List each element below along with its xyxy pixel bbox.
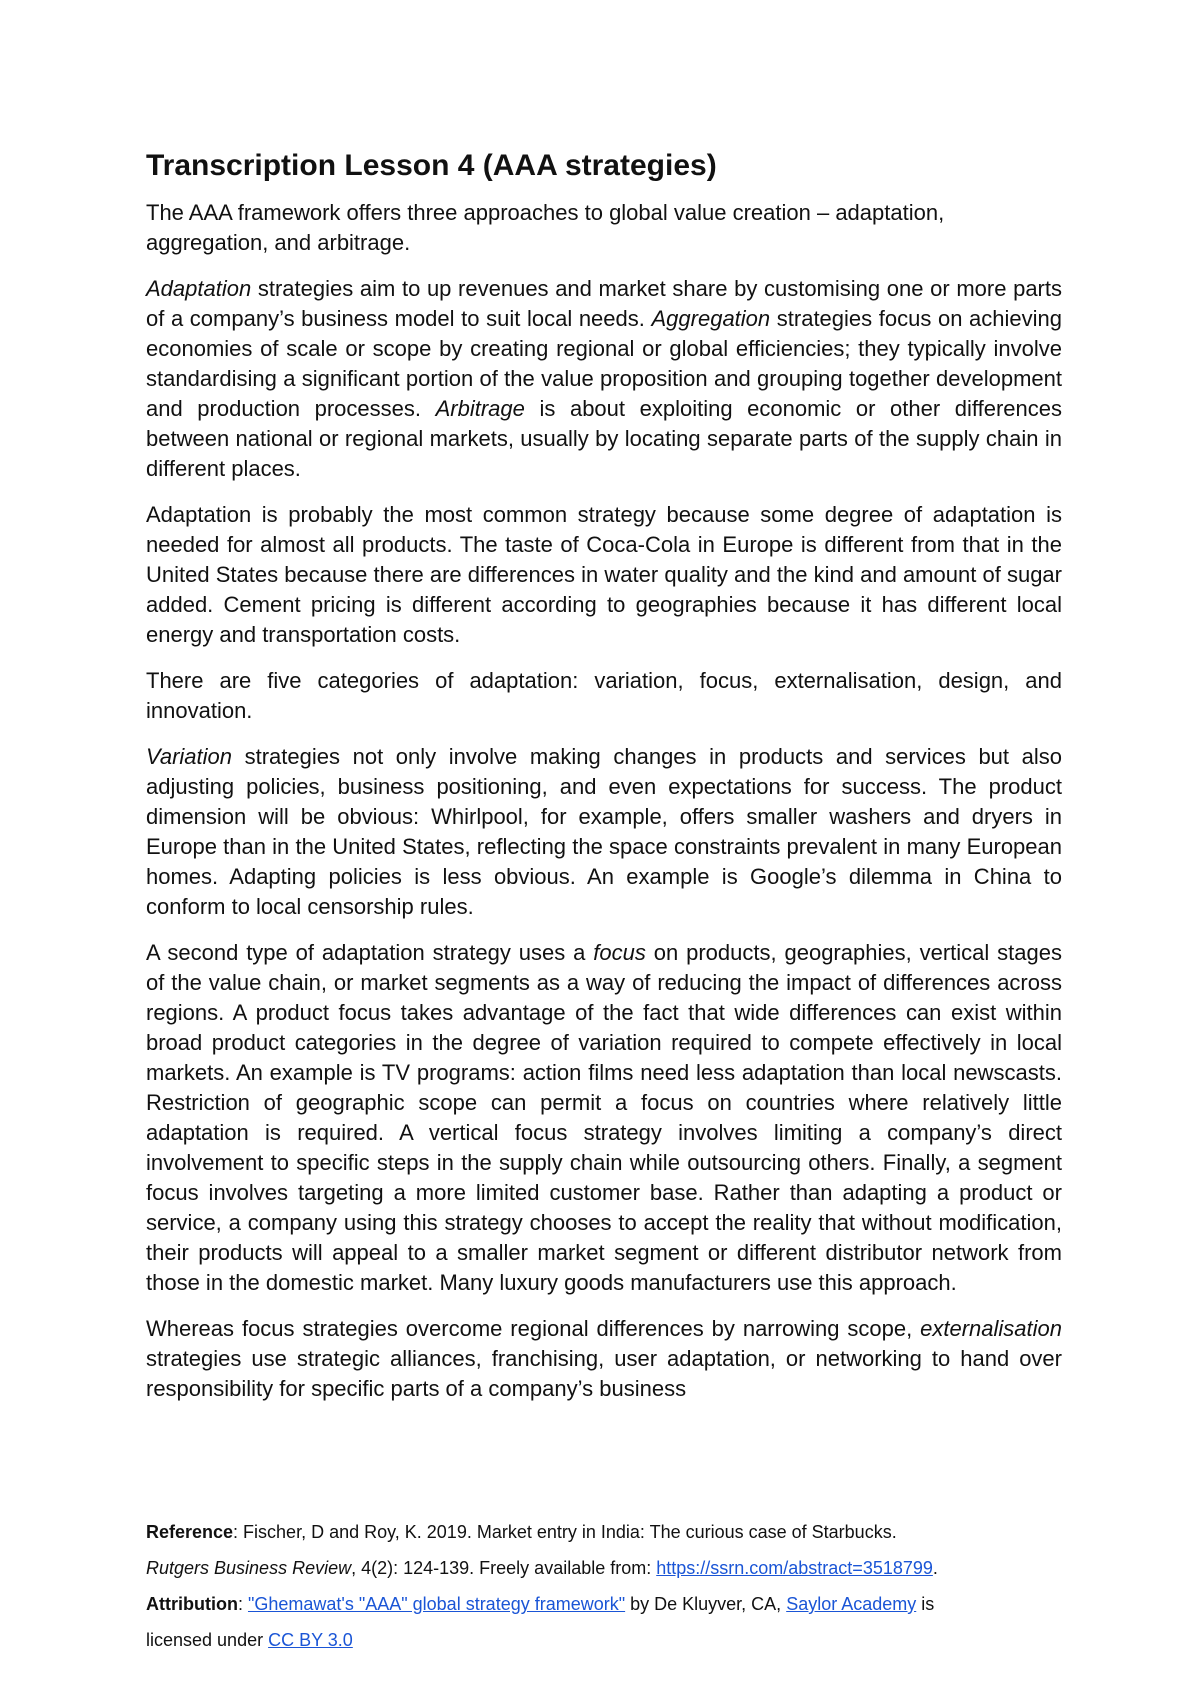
text-span: strategies aim to up revenues and market share by customising one or more parts of a company’s business model to suit local needs. [146, 276, 1062, 331]
term-focus: focus [593, 940, 646, 965]
attribution-line [146, 1586, 1062, 1622]
term-arbitrage: Arbitrage [435, 396, 525, 421]
reference-journal-line [146, 1550, 1062, 1586]
paragraph-categories: There are five categories of adaptation: variation, focus, externalisation, design, and innovation. [146, 668, 1062, 723]
ghemawat-framework-link[interactable]: "Ghemawat's "AAA" global strategy framework" [247, 1594, 626, 1614]
intro-paragraph: The AAA framework offers three approaches to global value creation – adaptation, aggregation, and arbitrage. [146, 200, 945, 255]
text-span: is [916, 1594, 935, 1614]
text-span: A second type of adaptation strategy uses a [146, 940, 594, 965]
page-title: Transcription Lesson 4 (AAA strategies) [146, 149, 717, 182]
text-span: , 4(2): 124-139. Freely available from: [351, 1558, 657, 1578]
term-externalisation: externalisation [920, 1316, 1062, 1341]
text-span: licensed under [146, 1630, 269, 1650]
attribution-label: Attribution [146, 1594, 238, 1614]
term-variation: Variation [146, 744, 233, 769]
paragraph-externalisation [146, 1314, 1062, 1404]
text-span: strategies not only involve making changes in products and services but also adjusting policies, business positioning, and even expectations for success. The product dimension will be obvious: Whirlpool, for example, offers smaller washers and dryers in Europe than in the United States, reflecting the space constraints prevalent in many European homes. Adapting policies is less obvious. An example is Google’s dilemma in China to conform to local censorship rules. [146, 744, 1062, 919]
text-span: by De Kluyver, CA, [625, 1594, 787, 1614]
text-span: strategies focus on achieving economies of scale or scope by creating regional or global efficiencies; they typically involve standardising a significant portion of the value proposition and grouping together development and production processes. [146, 306, 1062, 421]
saylor-academy-link[interactable]: Saylor Academy [786, 1594, 917, 1614]
paragraph-focus [146, 938, 1062, 1298]
reference-line [146, 1514, 1062, 1550]
journal-name: Rutgers Business Review [146, 1558, 352, 1578]
paragraph-variation [146, 742, 1062, 922]
reference-footer [146, 1514, 1062, 1658]
text-span: is about exploiting economic or other differences between national or regional markets, usually by locating separate parts of the supply chain in different places. [146, 396, 1062, 481]
text-span: . [932, 1558, 938, 1578]
text-span: on products, geographies, vertical stages of the value chain, or market segments as a way of reducing the impact of differences across regions. A product focus takes advantage of the fact that wide differences can exist within broad product categories in the degree of variation required to compete effectively in local markets. An example is TV programs: action films need less adaptation than local newscasts. Restriction of geographic scope can permit a focus on countries where relatively little adaptation is required. A vertical focus strategy involves limiting a company’s direct involvement to specific steps in the supply chain while outsourcing others. Finally, a segment focus involves targeting a more limited customer base. Rather than adapting a product or service, a company using this strategy chooses to accept the reality that without modification, their products will appeal to a smaller market segment or different distributor network from those in the domestic market. Many luxury goods manufacturers use this approach. [146, 940, 1062, 1295]
text-span: strategies use strategic alliances, franchising, user adaptation, or networking to hand over responsibility for specific parts of a company’s business [146, 1346, 1062, 1401]
ssrn-link[interactable]: https://ssrn.com/abstract=3518799 [656, 1558, 933, 1578]
reference-label: Reference [146, 1522, 234, 1542]
document-body [146, 146, 1062, 1420]
license-line [146, 1622, 1062, 1658]
paragraph-adaptation-common: Adaptation is probably the most common strategy because some degree of adaptation is needed for almost all products. The taste of Coca-Cola in Europe is different from that in the United States because there are differences in water quality and the kind and amount of sugar added. Cement pricing is different according to geographies because it has different local energy and transportation costs. [146, 502, 1062, 647]
text-span: : [237, 1594, 248, 1614]
term-aggregation: Aggregation [651, 306, 771, 331]
cc-by-license-link[interactable]: CC BY 3.0 [268, 1630, 353, 1650]
text-span: Whereas focus strategies overcome regional differences by narrowing scope, [146, 1316, 921, 1341]
term-adaptation: Adaptation [146, 276, 252, 301]
paragraph-aaa-definitions [146, 274, 1062, 484]
text-span: : Fischer, D and Roy, K. 2019. Market entry in India: The curious case of Starbucks. [233, 1522, 897, 1542]
